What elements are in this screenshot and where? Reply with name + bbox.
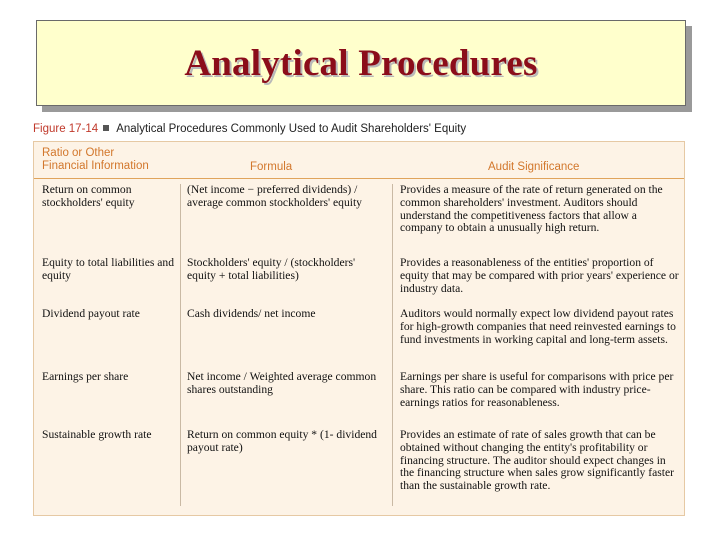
formula-cell: Net income / Weighted average common shares outstanding xyxy=(187,370,377,396)
header-ratio-line1: Ratio or Other xyxy=(42,147,115,159)
slide-title: Analytical Procedures xyxy=(184,42,538,84)
header-ratio-line2: Financial Information xyxy=(42,160,149,172)
significance-cell: Auditors would normally expect low dividend payout rates for high-growth companies that need reinvested earnings to fund investments in working capital and long-term assets. xyxy=(400,307,676,346)
procedures-table xyxy=(33,141,685,516)
header-significance: Audit Significance xyxy=(488,161,580,173)
significance-cell: Provides a reasonableness of the entities' proportion of equity that may be compared with prior years' experience or industry data. xyxy=(400,256,679,295)
header-formula: Formula xyxy=(250,161,293,173)
ratio-cell: Dividend payout rate xyxy=(42,307,140,320)
ratio-cell: Sustainable growth rate xyxy=(42,428,152,441)
figure-caption xyxy=(33,123,466,135)
table-header xyxy=(34,142,684,179)
ratio-cell: Equity to total liabilities and equity xyxy=(42,256,175,282)
square-bullet-icon xyxy=(103,125,109,131)
significance-cell: Provides a measure of the rate of return generated on the common shareholders' investment. Auditors should understand the competitiveness factors that allow a company to obtain a unusually high return. xyxy=(400,183,663,235)
formula-cell: Stockholders' equity / (stockholders' equity + total liabilities) xyxy=(187,256,356,282)
figure-caption-text: Analytical Procedures Commonly Used to Audit Shareholders' Equity xyxy=(116,123,467,135)
header-ratio xyxy=(42,147,192,173)
column-divider xyxy=(180,184,181,506)
significance-cell: Provides an estimate of rate of sales growth that can be obtained without changing the entity's profitability or financing structure. The auditor should expect changes in the financing structure when sales grow significantly faster than the sustainable growth rate. xyxy=(400,428,674,493)
title-box xyxy=(36,20,686,106)
significance-cell: Earnings per share is useful for comparisons with price per share. This ratio can be compared with industry price-earnings ratios for reasonableness. xyxy=(400,370,674,409)
ratio-cell: Earnings per share xyxy=(42,370,129,383)
formula-cell: Cash dividends/ net income xyxy=(187,307,316,320)
formula-cell: Return on common equity * (1- dividend payout rate) xyxy=(187,428,377,454)
figure-number: Figure 17-14 xyxy=(33,123,99,135)
ratio-cell: Return on common stockholders' equity xyxy=(42,183,135,209)
formula-cell: (Net income − preferred dividends) / average common stockholders' equity xyxy=(187,183,362,209)
column-divider xyxy=(392,184,393,506)
